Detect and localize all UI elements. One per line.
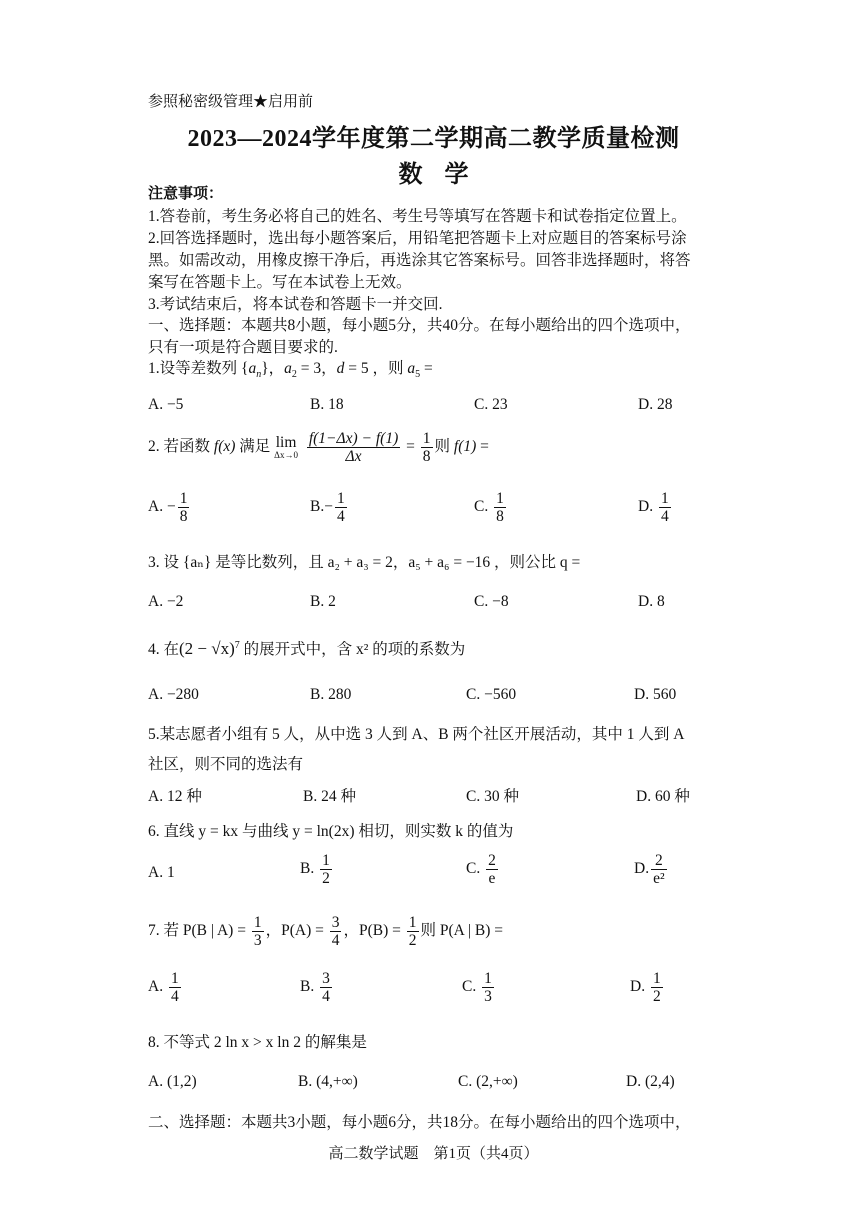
notes-heading: 注意事项：: [148, 186, 224, 202]
section2-line: 二、选择题：本题共3小题，每小题6分，共18分。在每小题给出的四个选项中，: [148, 1114, 691, 1131]
option-b: B. 2: [310, 593, 336, 610]
option-c: C. $\frac{1}{3}$: [462, 970, 492, 1006]
option-a: A. − $\frac{1}{8}$: [148, 490, 188, 526]
option-b: B. 280: [310, 686, 352, 703]
option-c: C. 23: [474, 396, 508, 413]
option-d: D. 8: [638, 593, 665, 610]
page-footer: 高二数学试题 第1页（共4页）: [328, 1146, 539, 1162]
option-c: C. $\frac{2}{e}$: [466, 852, 496, 888]
question-1-stem: 1.设等差数列 $\{a_n\}$，$a_2 = 3$，d = 5 ，则 $a_5$ =: [148, 360, 433, 381]
option-a: A. −280: [148, 686, 199, 703]
option-b: B. $\frac{3}{4}$: [300, 970, 330, 1006]
option-d: D. $\frac{1}{4}$: [638, 490, 669, 526]
notes-line: 3.考试结束后，将本试卷和答题卡一并交回.: [148, 296, 443, 313]
option-c: C. $\frac{1}{8}$: [474, 490, 504, 526]
option-b: B. $\frac{1}{2}$: [300, 852, 330, 888]
option-c: C. 30 种: [466, 788, 519, 805]
option-c: C. (2,+∞): [458, 1073, 518, 1090]
notes-line: 案写在答题卡上。写在本试卷上无效。: [148, 274, 412, 291]
option-b: B. (4,+∞): [298, 1073, 358, 1090]
notes-line: 黑。如需改动，用橡皮擦干净后，再选涂其它答案标号。回答非选择题时，将答: [148, 252, 691, 269]
question-5-stem-cont: 社区，则不同的选法有: [148, 756, 304, 773]
section1-line: 只有一项是符合题目要求的.: [148, 339, 338, 356]
option-b: B. 18: [310, 396, 344, 413]
option-d: D. 28: [638, 396, 673, 413]
option-a: A. 12 种: [148, 788, 202, 805]
option-c: C. −8: [474, 593, 509, 610]
notes-line: 2.回答选择题时，选出每小题答案后，用铅笔把答题卡上对应题目的答案标号涂: [148, 230, 687, 247]
section1-line: 一、选择题：本题共8小题，每小题5分，共40分。在每小题给出的四个选项中，: [148, 317, 691, 334]
question-7-stem: 7. 若 P(B | A) = $\frac{1}{3}$ ，P(A) = $\frac{3}{4}$ ，P(B) = $\frac{1}{2}$ 则 P(A | B) =: [148, 914, 503, 950]
option-a: A. 1: [148, 864, 175, 881]
option-c: C. −560: [466, 686, 517, 703]
option-d: D. 560: [634, 686, 677, 703]
option-a: A. −5: [148, 396, 184, 413]
option-d: D. 60 种: [636, 788, 690, 805]
option-b: B. 24 种: [303, 788, 356, 805]
question-2-stem: 2. 若函数 f(x) 满足 lim Δx→0 $\frac{f(1-\Delta x) - f(1)}{\Delta x}$ = $\frac{1}{8}$ 则 f(1) =: [148, 430, 489, 466]
option-a: A. $\frac{1}{4}$: [148, 970, 179, 1006]
exam-title: 2023—2024学年度第二学期高二教学质量检测: [187, 126, 680, 152]
option-d: D. $\frac{2}{\text{e²}}$: [634, 852, 665, 888]
option-a: A. (1,2): [148, 1073, 197, 1090]
notes-line: 1.答卷前，考生务必将自己的姓名、考生号等填写在答题卡和试卷指定位置上。: [148, 208, 687, 225]
question-6-stem: 6. 直线 y = kx 与曲线 y = ln(2x) 相切，则实数 k 的值为: [148, 823, 514, 840]
question-4-stem: 4. 在$(2 - √x)^7$ 的展开式中，含 x² 的项的系数为: [148, 639, 466, 658]
question-5-stem: 5.某志愿者小组有 5 人，从中选 3 人到 A、B 两个社区开展活动，其中 1 人到 A: [148, 726, 685, 743]
option-b: B.− $\frac{1}{4}$: [310, 490, 345, 526]
question-3-stem: 3. 设 {aₙ} 是等比数列，且 a₂ + a₃ = 2，a₅ + a₆ = −16 ，则公比 q =: [148, 554, 581, 571]
option-d: D. $\frac{1}{2}$: [630, 970, 661, 1006]
option-d: D. (2,4): [626, 1073, 675, 1090]
question-8-stem: 8. 不等式 2 ln x > x ln 2 的解集是: [148, 1034, 367, 1051]
secrecy-label: 参照秘密级管理★启用前: [148, 94, 314, 110]
subject-title: 数学: [398, 162, 491, 188]
option-a: A. −2: [148, 593, 184, 610]
